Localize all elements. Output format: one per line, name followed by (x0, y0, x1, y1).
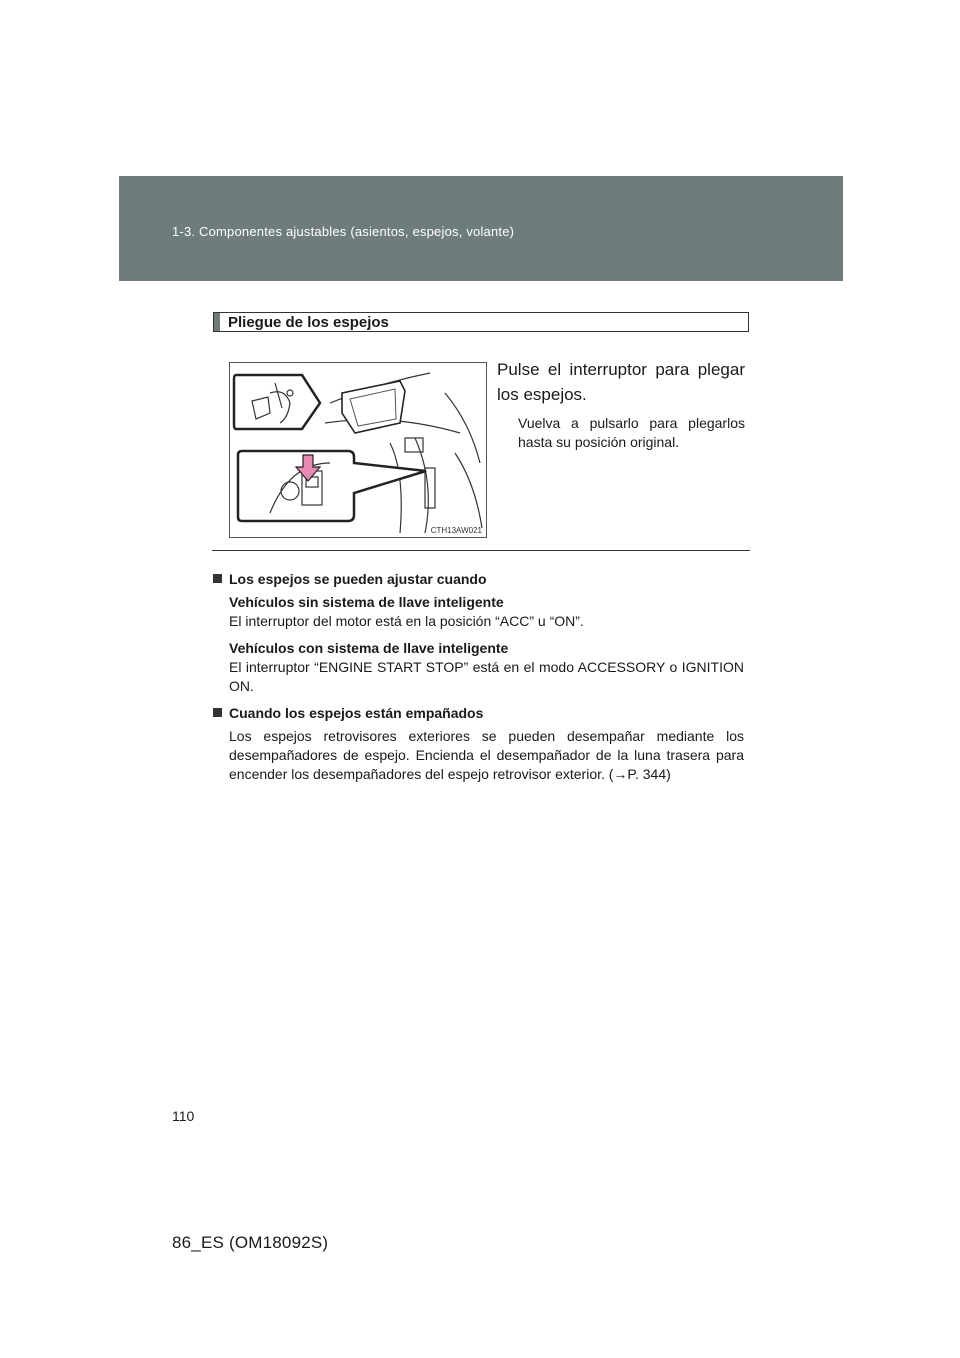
note-text: Los espejos retrovisores exteriores se pueden desempañar mediante los desempañadores de espejo. Encienda el desempañador de la luna trasera para encender los desempañadores del espejo retrovisor exterior. (→P. 344) (229, 728, 744, 782)
mirror-fold-drawing (230, 363, 486, 537)
section-title: Pliegue de los espejos (228, 314, 389, 331)
note-body (213, 727, 744, 784)
note-heading: Los espejos se pueden ajustar cuando (213, 570, 744, 589)
footer-code: 86_ES (OM18092S) (172, 1233, 329, 1252)
note-subheading: Vehículos con sistema de llave inteligente (229, 640, 509, 656)
section-title-box (213, 312, 749, 332)
section-title-bar (214, 313, 220, 331)
note-subheading: Vehículos sin sistema de llave inteligente (229, 594, 504, 610)
bullet-square-icon (213, 574, 222, 583)
mirror-fold-illustration (229, 362, 487, 538)
notes (213, 570, 744, 784)
note-heading: Cuando los espejos están empañados (213, 704, 744, 723)
figure-code: CTH13AW021 (430, 526, 482, 535)
note-body (213, 593, 744, 696)
breadcrumb: 1-3. Componentes ajustables (asientos, espejos, volante) (172, 224, 515, 239)
bullet-square-icon (213, 708, 222, 717)
page-number: 110 (172, 1108, 195, 1124)
note-text: El interruptor del motor está en la posición “ACC” u “ON”. (229, 613, 584, 629)
main-instruction: Pulse el interruptor para plegar los espejos. (497, 360, 745, 404)
divider (212, 550, 750, 551)
note-text: El interruptor “ENGINE START STOP” está en el modo ACCESSORY o IGNITION ON. (229, 659, 744, 694)
sub-instruction: Vuelva a pulsarlo para plegarlos hasta su posición original. (518, 415, 745, 450)
